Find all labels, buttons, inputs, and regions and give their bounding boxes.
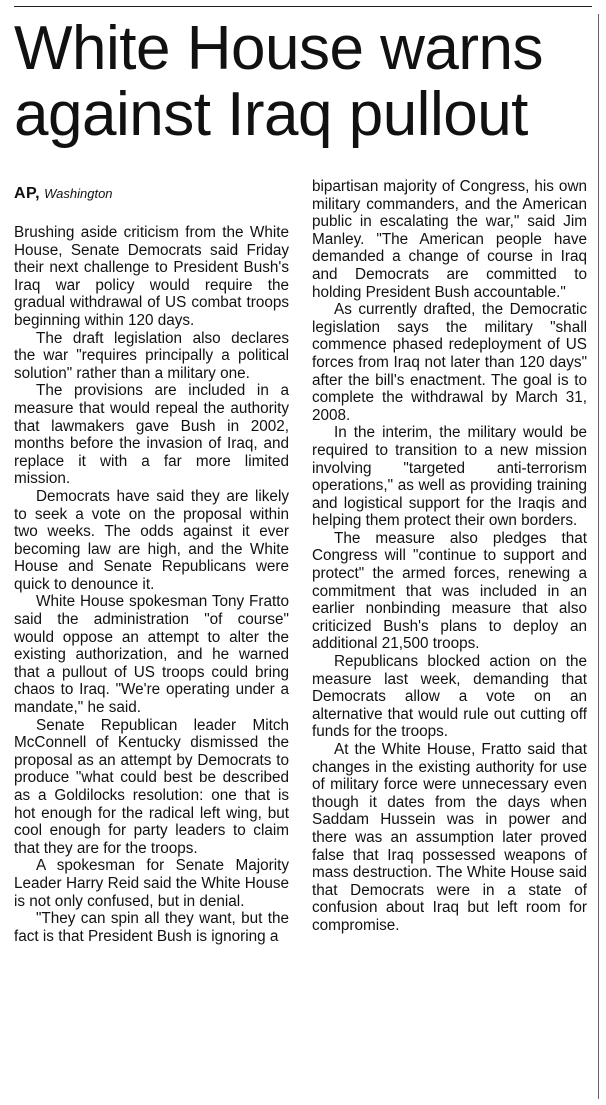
article-column-left bbox=[14, 178, 289, 1098]
byline-agency: AP, bbox=[14, 185, 41, 202]
headline: White House warns against Iraq pullout bbox=[14, 14, 544, 149]
column-rule bbox=[598, 14, 599, 1099]
article-paragraph: Brushing aside criticism from the White House, Senate Democrats said Friday their next challenge to President Bush's Iraq war policy would require the gradual withdrawal of US combat troops beginning within 120 days. bbox=[14, 224, 289, 329]
article-paragraph: White House spokesman Tony Fratto said the administration "of course" would oppose an attempt to alter the existing authorization, and he warned that a pullout of US troops could bring chaos to Iraq. "We're operating under a mandate," he said. bbox=[14, 593, 289, 717]
byline bbox=[14, 183, 289, 204]
article-paragraph: "They can spin all they want, but the fact is that President Bush is ignoring a bbox=[14, 910, 289, 945]
byline-place: Washington bbox=[44, 186, 113, 201]
article-paragraph: Senate Republican leader Mitch McConnell of Kentucky dismissed the proposal as an attempt by Democrats to produce "what could best be described as a Goldilocks resolution: one that is hot enough for the radical left wing, but cool enough for party leaders to claim that they are for the troops. bbox=[14, 716, 289, 857]
article-paragraph: As currently drafted, the Democratic legislation says the military "shall commence phased redeployment of US forces from Iraq not later than 120 days" after the bill's enactment. The goal is to complete the withdrawal by March 31, 2008. bbox=[312, 301, 587, 424]
article-paragraph: The measure also pledges that Congress will "continue to support and protect" the armed forces, renewing a commitment that was included in an earlier nonbinding measure that also criticized Bush's plans to deploy an additional 21,500 troops. bbox=[312, 529, 587, 653]
article-paragraph: Democrats have said they are likely to seek a vote on the proposal within two weeks. The odds against it ever becoming law are high, and the White House and Senate Republicans were quick to denounce it. bbox=[14, 487, 289, 593]
article-paragraph: In the interim, the military would be required to transition to a new mission involving "targeted anti-terrorism operations," as well as providing training and logistical support for the Iraqis and helping them protect their own borders. bbox=[312, 424, 587, 530]
article-paragraph: The draft legislation also declares the war "requires principally a political solution" rather than a military one. bbox=[14, 329, 289, 382]
article-paragraph: Republicans blocked action on the measure last week, demanding that Democrats allow a vote on an alternative that would rule out cutting off funds for the troops. bbox=[312, 653, 587, 741]
article-paragraph: bipartisan majority of Congress, his own military commanders, and the American public in escalating the war," said Jim Manley. "The American people have demanded a change of course in Iraq and Democrats are committed to holding President Bush accountable." bbox=[312, 178, 587, 301]
article-paragraph: At the White House, Fratto said that changes in the existing authority for use of military force were unnecessary even though it dates from the days when Saddam Hussein was in power and there was an assumption later proved false that Iraq possessed weapons of mass destruction. The White House said that Democrats were in a state of confusion about Iraq but left room for compromise. bbox=[312, 741, 587, 934]
article-paragraph: A spokesman for Senate Majority Leader Harry Reid said the White House is not only confused, but in denial. bbox=[14, 857, 289, 910]
article-paragraph: The provisions are included in a measure that would repeal the authority that lawmakers gave Bush in 2002, months before the invasion of Iraq, and replace it with a far more limited mission. bbox=[14, 382, 289, 488]
top-rule bbox=[14, 6, 592, 7]
article-column-right bbox=[312, 178, 587, 1098]
